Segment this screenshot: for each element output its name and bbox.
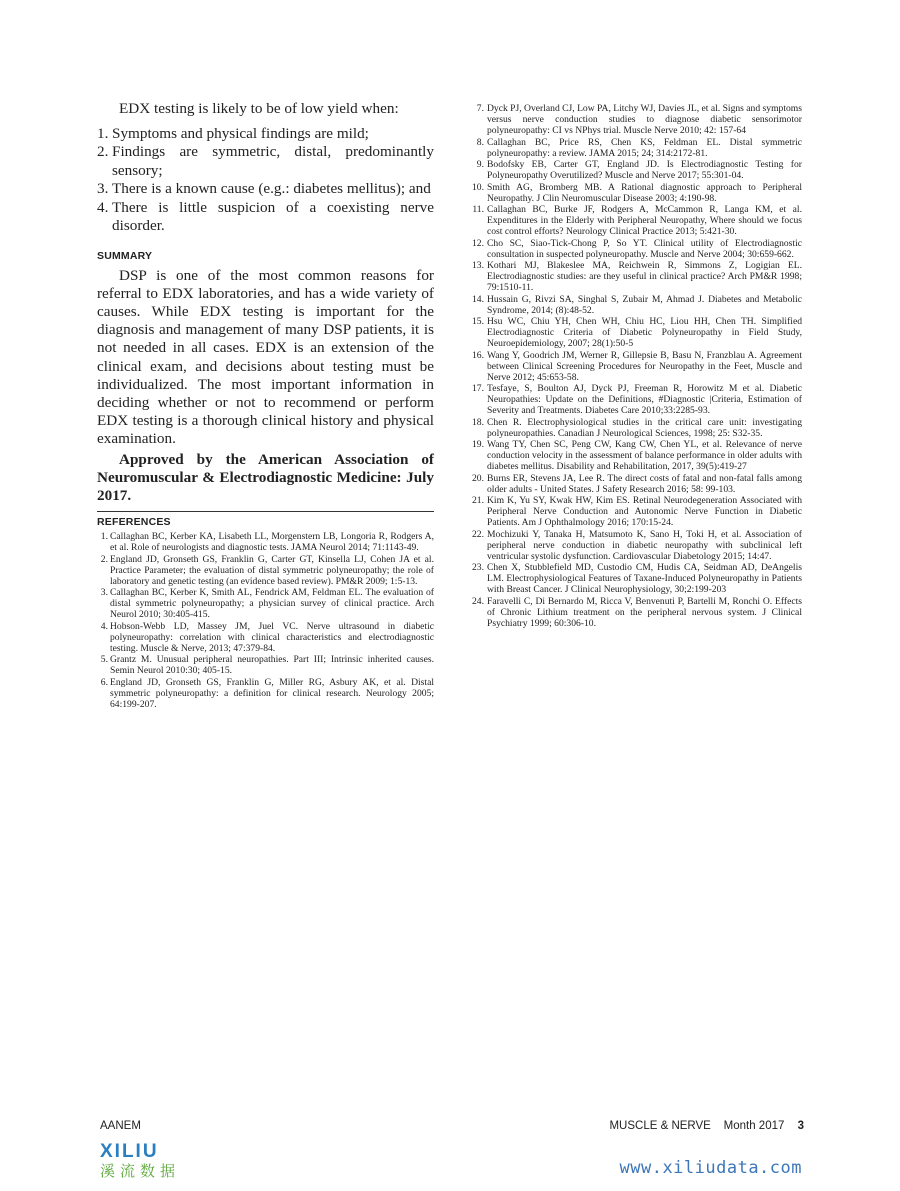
reference-number: 13.	[472, 260, 484, 271]
reference-number: 1.	[100, 531, 108, 543]
reference-item	[471, 294, 802, 316]
reference-item	[471, 260, 802, 293]
left-column	[97, 100, 434, 710]
reference-item	[471, 473, 802, 495]
reference-item	[97, 621, 434, 654]
reference-text: Callaghan BC, Kerber K, Smith AL, Fendrick AM, Feldman EL. The evaluation of distal symmetric polyneuropathy; a physician survey of clinical practice. Arch Neurol 2010; 30:405-415.	[110, 587, 434, 621]
reference-number: 12.	[472, 237, 484, 249]
reference-item	[471, 350, 802, 383]
reference-number: 5.	[100, 654, 108, 666]
references-list-right	[471, 103, 802, 629]
right-column	[471, 103, 802, 629]
reference-text: Chen R. Electrophysiological studies in the critical care unit: investigating polyneuropathies. Canadian J Neurological Sciences, 1998; 25: S32-35.	[487, 416, 802, 439]
reference-text: Wang TY, Chen SC, Peng CW, Kang CW, Chen YL, et al. Relevance of nerve conduction velocity in the assessment of balance performance in older adults with diabetes mellitus. Disability and Rehabilitation, 2017, 39(5):419-27	[487, 439, 802, 472]
reference-text: Grantz M. Unusual peripheral neuropathies. Part III; Intrinsic inherited causes. Semin Neurol 2010:30; 405-15.	[110, 654, 434, 677]
reference-text: Mochizuki Y, Tanaka H, Matsumoto K, Sano H, Toki H, et al. Association of peripheral nerve conduction in diabetic neuropathy with subclinical left ventricular systolic dysfunction. Cardiovascular Diabetology 2015; 14:47.	[487, 528, 802, 562]
reference-item	[97, 587, 434, 620]
reference-text: Chen X, Stubblefield MD, Custodio CM, Hudis CA, Seidman AD, DeAngelis LM. Electrophysiological Features of Taxane-Induced Polyneuropathy in Patients with Breast Cancer. J Clinical Neurophysiology, 30;2:199-203	[487, 562, 802, 595]
reference-text: Faravelli C, Di Bernardo M, Ricca V, Benvenuti P, Bartelli M, Ronchi O. Effects of Chronic Lithium treatment on the peripheral nervous system. J Clinical Psychiatry 1999; 60:306-10.	[487, 595, 802, 629]
reference-number: 7.	[476, 103, 484, 114]
reference-number: 11.	[472, 204, 484, 215]
reference-text: Dyck PJ, Overland CJ, Low PA, Litchy WJ, Davies JL, et al. Signs and symptoms versus nerve conduction studies to diagnose diabetic sensorimotor polyneuropathy: CI vs NPhys trial. Muscle Nerve 2010; 42: 157-64	[487, 103, 802, 136]
reference-item	[471, 204, 802, 237]
reference-number: 10.	[472, 181, 484, 193]
criteria-intro: EDX testing is likely to be of low yield when:	[119, 100, 399, 117]
reference-number: 8.	[476, 136, 484, 148]
reference-text: Cho SC, Siao-Tick-Chong P, So YT. Clinical utility of Electrodiagnostic consultation in suspected polyneuropathy. Muscle and Nerve 2004; 30:659-662.	[487, 237, 802, 260]
reference-number: 17.	[472, 383, 484, 394]
reference-text: England JD, Gronseth GS, Franklin G, Carter GT, Kinsella LJ, Cohen JA et al. Practice Parameter; the evaluation of distal symmetric polyneuropathy; the role of laboratory and genetic testing (an evidence based review). PM&R 2009; 1:5-13.	[110, 553, 434, 587]
reference-number: 20.	[472, 472, 484, 484]
reference-text: Kim K, Yu SY, Kwak HW, Kim ES. Retinal Neurodegeneration Associated with Peripheral Nerve Conduction and Autonomic Nerve Function in Diabetic Patients. Am J Ophthalmology 2016; 170:15-24.	[487, 495, 802, 528]
reference-number: 22.	[472, 528, 484, 540]
reference-number: 6.	[100, 676, 108, 688]
criteria-list	[97, 125, 434, 236]
criteria-item: 4. There is little suspicion of a coexisting nerve disorder.	[97, 198, 434, 234]
reference-item	[471, 316, 802, 349]
reference-number: 14.	[472, 293, 484, 305]
references-list-left	[97, 531, 434, 710]
reference-number: 18.	[472, 416, 484, 428]
reference-item	[97, 531, 434, 553]
reference-item	[471, 182, 802, 204]
criteria-item: 1. Symptoms and physical findings are mild;	[97, 124, 369, 142]
reference-item	[97, 554, 434, 587]
reference-number: 19.	[472, 439, 484, 450]
reference-item	[471, 562, 802, 595]
reference-item	[471, 238, 802, 260]
summary-heading: SUMMARY	[97, 249, 153, 262]
journal-name: MUSCLE & NERVE	[609, 1120, 711, 1132]
criteria-item: 3. There is a known cause (e.g.: diabetes mellitus); and	[97, 180, 431, 197]
reference-number: 24.	[472, 595, 484, 607]
reference-text: Kothari MJ, Blakeslee MA, Reichwein R, Simmons Z, Logigian EL. Electrodiagnostic studies: are they useful in clinical practice? Arch PM&R 1998; 79:1510-11.	[487, 260, 802, 293]
reference-number: 9.	[476, 159, 484, 170]
approval-statement: Approved by the American Association of Neuromuscular & Electrodiagnostic Medicine: July 2017.	[97, 450, 434, 504]
logo-latin: XILIU	[100, 1141, 159, 1162]
reference-item	[471, 439, 802, 472]
reference-item	[471, 103, 802, 136]
reference-text: Callaghan BC, Burke JF, Rodgers A, McCammon R, Langa KM, et al. Expenditures in the Elderly with Peripheral Neuropathy, Where should we focus cost control efforts? Neurology Clinical Practice 2013; 5:421-30.	[487, 204, 802, 237]
reference-item	[97, 677, 434, 710]
summary-paragraph: DSP is one of the most common reasons for referral to EDX laboratories, and has a wide variety of causes. While EDX testing is important for the diagnosis and management of many DSP patients, it is not needed in all cases. EDX is an extension of the clinical exam, and decisions about testing must be individualized. The most important information in deciding whether or not to recommend or perform EDX testing is a thorough clinical history and physical examination.	[97, 266, 434, 448]
reference-item	[471, 383, 802, 416]
reference-item	[471, 596, 802, 629]
reference-number: 4.	[100, 620, 108, 632]
reference-text: Hsu WC, Chiu YH, Chen WH, Chiu HC, Liou HH, Chen TH. Simplified Electrodiagnostic Criteria of Diabetic Polyneuropathy in Field Study, Neuroepidemiology, 2007; 28(1):50-5	[487, 316, 802, 349]
reference-item	[97, 654, 434, 676]
reference-item	[471, 529, 802, 562]
reference-text: Bodofsky EB, Carter GT, England JD. Is Electrodiagnostic Testing for Polyneuropathy Overutilized? Muscle and Nerve 2017; 55:301-04.	[487, 159, 802, 181]
issue-month: Month 2017	[723, 1120, 785, 1132]
reference-text: Smith AG, Bromberg MB. A Rational diagnostic approach to Peripheral Neuropathy. J Clin Neuromuscular Disease 2003; 4:190-98.	[487, 181, 802, 204]
reference-text: Callaghan BC, Kerber KA, Lisabeth LL, Morgenstern LB, Longoria R, Rodgers A, et al. Role of neurologists and diagnostic tests. JAMA Neurol 2014; 71:1143-49.	[110, 531, 434, 554]
reference-text: Wang Y, Goodrich JM, Werner R, Gillepsie B, Basu N, Franzblau A. Agreement between Clinical Screening Procedures for Neuropathy in the Feet, Muscle and Nerve 2012; 45:653-58.	[487, 349, 802, 383]
reference-text: Tesfaye, S, Boulton AJ, Dyck PJ, Freeman R, Horowitz M et al. Diabetic Neuropathies: Update on the Definitions, #Diagnostic |Criteria, Estimation of Severity and Treatments. Diabetes Care 2010;33:2285-93.	[487, 383, 802, 416]
reference-number: 3.	[100, 587, 108, 599]
criteria-item: 2. Findings are symmetric, distal, predominantly sensory;	[97, 143, 434, 179]
reference-text: England JD, Gronseth GS, Franklin G, Miller RG, Asbury AK, et al. Distal symmetric polyneuropathy: a definition for clinical research. Neurology 2005; 64:199-207.	[110, 676, 434, 710]
reference-text: Hussain G, Rivzi SA, Singhal S, Zubair M, Ahmad J. Diabetes and Metabolic Syndrome, 2014; (8):48-52.	[487, 293, 802, 316]
reference-number: 16.	[472, 349, 484, 361]
reference-text: Hobson-Webb LD, Massey JM, Juel VC. Nerve ultrasound in diabetic polyneuropathy: correlation with clinical characteristics and electrodiagnostic testing. Muscle & Nerve, 2013; 47:379-84.	[110, 620, 434, 654]
reference-text: Burns ER, Stevens JA, Lee R. The direct costs of fatal and non-fatal falls among older adults - United States. J Safety Research 2016; 58: 99-103.	[487, 472, 802, 495]
reference-item	[471, 137, 802, 159]
section-divider	[97, 511, 434, 512]
reference-text: Callaghan BC, Price RS, Chen KS, Feldman EL. Distal symmetric polyneuropathy: a review. JAMA 2015; 24; 314:2172-81.	[487, 136, 802, 159]
references-heading: REFERENCES	[97, 516, 171, 529]
footer-left: AANEM	[100, 1120, 141, 1132]
page-number: 3	[797, 1120, 804, 1132]
watermark-url[interactable]: www.xiliudata.com	[619, 1158, 802, 1178]
reference-item	[471, 417, 802, 439]
reference-number: 2.	[100, 553, 108, 565]
reference-item	[471, 495, 802, 528]
logo-cjk: 溪流数据	[100, 1162, 181, 1180]
reference-number: 21.	[472, 495, 484, 506]
reference-item	[471, 159, 802, 181]
xiliu-logo	[100, 1142, 210, 1182]
reference-number: 23.	[472, 562, 484, 573]
footer-right	[609, 1120, 804, 1132]
reference-number: 15.	[472, 316, 484, 327]
